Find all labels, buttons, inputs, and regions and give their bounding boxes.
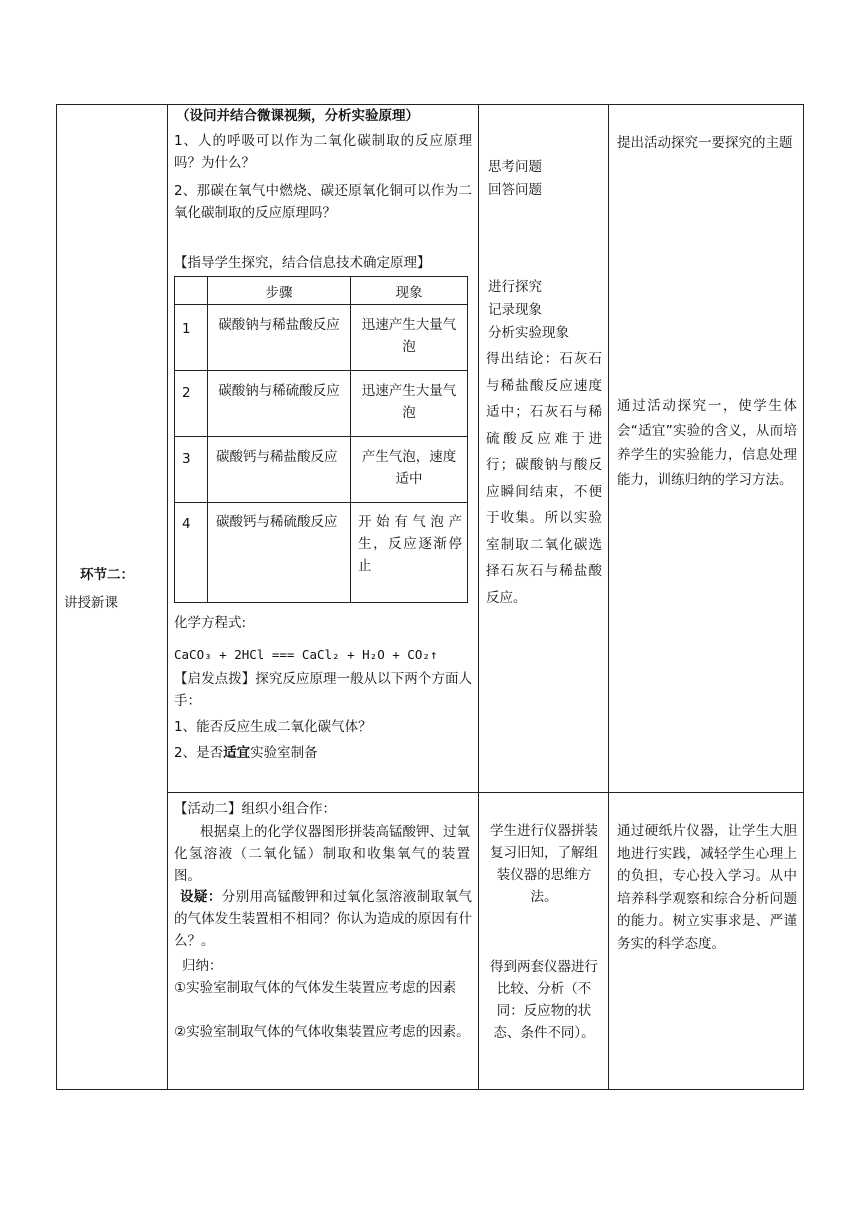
hint-item-2-pre: 2、是否 bbox=[174, 745, 224, 761]
inner-row-2-result: 迅速产生大量气泡 bbox=[361, 383, 457, 421]
student-activity-3: 分析实验现象 bbox=[488, 325, 569, 341]
inner-row-4-no: 4 bbox=[182, 516, 191, 532]
inner-row-4-step: 碳酸钙与稀硫酸反应 bbox=[216, 514, 338, 530]
student-answer-1: 思考问题 bbox=[488, 159, 542, 175]
inner-table-v2 bbox=[350, 276, 351, 603]
activity2-question bbox=[174, 886, 472, 952]
intent-topic: 提出活动探究一要探究的主题 bbox=[617, 135, 793, 151]
activity2-text: 根据桌上的化学仪器图形拼装高锰酸钾、过氧化氢溶液（二氧化锰）制取和收集氧气的装置图。 bbox=[174, 824, 470, 884]
inner-table-h3 bbox=[174, 436, 468, 437]
inner-row-1-result: 迅速产生大量气泡 bbox=[361, 317, 457, 355]
inner-table-v1 bbox=[207, 276, 208, 603]
table-border-right bbox=[803, 104, 804, 1090]
equation-label: 化学方程式: bbox=[174, 615, 247, 631]
col-divider-3 bbox=[608, 104, 609, 1090]
summary-item-2: ②实验室制取气体的气体收集装置应考虑的因素。 bbox=[174, 1024, 470, 1040]
row1-question-2: 2、那碳在氧气中燃烧、碳还原氧化铜可以作为二氧化碳制取的反应原理吗？ bbox=[174, 183, 472, 221]
inner-row-3-no: 3 bbox=[182, 451, 191, 467]
row1-question-1: 1、人的呼吸可以作为二氧化碳制取的反应原理吗？为什么？ bbox=[174, 133, 472, 171]
student-answer-2: 回答问题 bbox=[488, 182, 542, 198]
col-divider-2 bbox=[478, 104, 479, 1090]
student-conclusion: 得出结论：石灰石与稀盐酸反应速度适中；石灰石与稀硫酸反应难于进行；碳酸钠与酸反应瞬间结束，不便于收集。所以实验室制取二氧化碳选择石灰石与稀盐酸反应。 bbox=[486, 351, 602, 606]
inner-row-4-result: 开始有气泡产生，反应逐渐停止 bbox=[358, 514, 462, 574]
intent-explanation: 通过活动探究一，使学生体会“适宜”实验的含义，从而培养学生的实验能力，信息处理能力，训练归纳的学习方法。 bbox=[617, 398, 797, 488]
row2-student-2: 得到两套仪器进行比较、分析（不同：反应物的状态、条件不同）。 bbox=[490, 959, 598, 1041]
inner-table-h2 bbox=[174, 370, 468, 371]
row2-student-1: 学生进行仪器拼装复习旧知，了解组装仪器的思维方法。 bbox=[490, 823, 598, 905]
inner-row-1-step: 碳酸钠与稀盐酸反应 bbox=[218, 317, 340, 333]
student-activity-2: 记录现象 bbox=[488, 302, 542, 318]
activity2-question-label: 设疑： bbox=[180, 889, 222, 905]
inner-table-v0 bbox=[174, 276, 175, 603]
hint-text: 【启发点拨】探究反应原理一般从以下两个方面人手： bbox=[174, 671, 472, 709]
inner-table-bottom bbox=[174, 602, 468, 603]
summary-item-1: ①实验室制取气体的气体发生装置应考虑的因素 bbox=[174, 980, 457, 996]
inner-row-1-no: 1 bbox=[182, 321, 191, 337]
row-divider bbox=[167, 792, 804, 793]
student-activity-1: 进行探究 bbox=[488, 279, 542, 295]
hint-item-1: 1、能否反应生成二氧化碳气体？ bbox=[174, 719, 372, 735]
activity2-question-text: 分别用高锰酸钾和过氧化氢溶液制取氧气的气体发生装置相不相同？你认为造成的原因有什么？。 bbox=[174, 889, 473, 949]
inner-table-top bbox=[174, 276, 468, 277]
col-divider-1 bbox=[167, 104, 168, 1090]
activity2-title: 【活动二】组织小组合作： bbox=[174, 801, 336, 817]
inner-table-v3 bbox=[467, 276, 468, 603]
inner-table-header-step: 步骤 bbox=[265, 285, 293, 301]
hint-item-2-post: 实验室制备 bbox=[250, 745, 318, 761]
row2-intent: 通过硬纸片仪器，让学生大胆地进行实践，减轻学生心理上的负担，专心投入学习。从中培养科学观察和综合分析问题的能力。树立实事求是、严谨务实的科学态度。 bbox=[617, 823, 797, 952]
chemical-equation: CaCO₃ + 2HCl === CaCl₂ + H₂O + CO₂↑ bbox=[174, 647, 438, 662]
inner-table-header-result: 现象 bbox=[395, 285, 423, 301]
section-title: 环节二： bbox=[80, 567, 134, 583]
inner-row-2-step: 碳酸钠与稀硫酸反应 bbox=[218, 383, 340, 399]
section-subtitle: 讲授新课 bbox=[64, 595, 118, 611]
inner-row-2-no: 2 bbox=[182, 385, 191, 401]
inner-row-3-result: 产生气泡，速度适中 bbox=[361, 449, 457, 487]
inner-table-h1 bbox=[174, 304, 468, 305]
inner-row-3-step: 碳酸钙与稀盐酸反应 bbox=[216, 449, 338, 465]
hint-item-2 bbox=[174, 742, 318, 764]
row1-heading: （设问并结合微课视频，分析实验原理） bbox=[176, 108, 419, 124]
summary-label: 归纳： bbox=[182, 958, 223, 974]
table-border-bottom bbox=[56, 1089, 804, 1090]
hint-item-2-bold: 适宜 bbox=[223, 745, 251, 761]
inner-table-h4 bbox=[174, 502, 468, 503]
table-border-left bbox=[56, 104, 57, 1090]
row1-guide: 【指导学生探究，结合信息技术确定原理】 bbox=[174, 255, 431, 271]
